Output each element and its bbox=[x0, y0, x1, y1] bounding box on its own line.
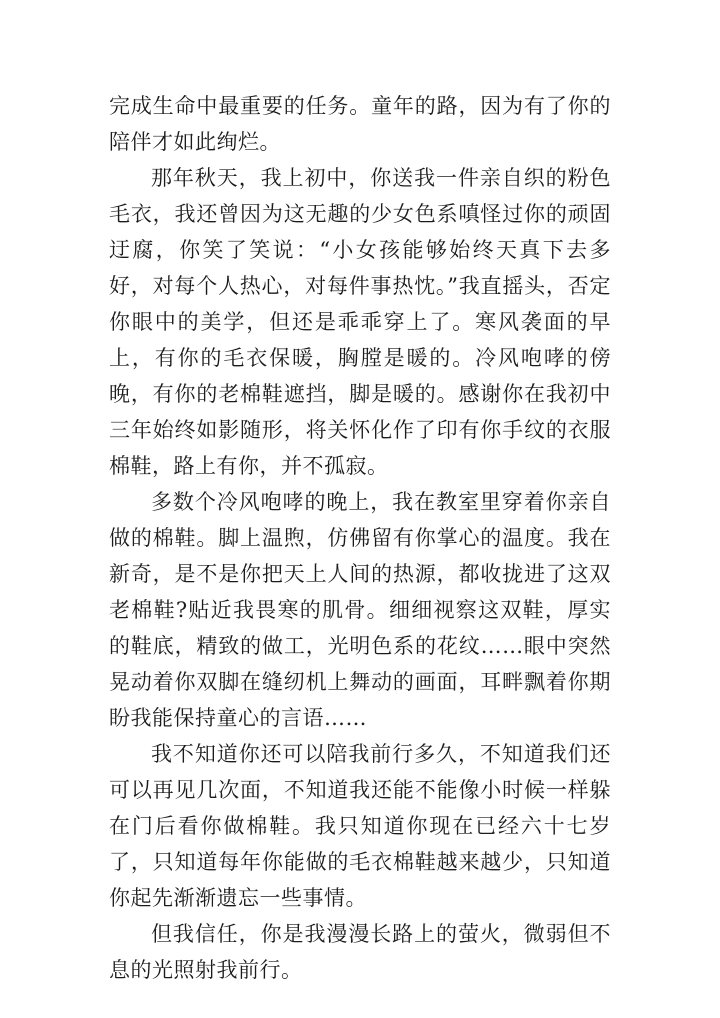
paragraph-1: 完成生命中最重要的任务。童年的路，因为有了你的陪伴才如此绚烂。 bbox=[109, 94, 611, 154]
paragraph-2: 那年秋天，我上初中，你送我一件亲自织的粉色毛衣，我还曾因为这无趣的少女色系嗔怪过你的顽固迂腐，你笑了笑说：“小女孩能够始终天真下去多好，对每个人热心，对每件事热忱。”我直摇头，否定你眼中的美学，但还是乖乖穿上了。寒风袭面的早上，有你的毛衣保暖，胸膛是暖的。冷风咆哮的傍晚，有你的老棉鞋遮挡，脚是暖的。感谢你在我初中三年始终如影随形，将关怀化作了印有你手纹的衣服棉鞋，路上有你，并不孤寂。 bbox=[109, 166, 611, 478]
paragraph-4: 我不知道你还可以陪我前行多久，不知道我们还可以再见几次面，不知道我还能不能像小时候一样躲在门后看你做棉鞋。我只知道你现在已经六十七岁了，只知道每年你能做的毛衣棉鞋越来越少，只知道你起先渐渐遗忘一些事情。 bbox=[109, 742, 611, 910]
document-body bbox=[109, 88, 611, 988]
paragraph-5: 但我信任，你是我漫漫长路上的萤火，微弱但不息的光照射我前行。 bbox=[109, 922, 611, 982]
paragraph-3: 多数个冷风咆哮的晚上，我在教室里穿着你亲自做的棉鞋。脚上温煦，仿佛留有你掌心的温度。我在新奇，是不是你把天上人间的热源，都收拢进了这双老棉鞋?贴近我畏寒的肌骨。细细视察这双鞋，厚实的鞋底，精致的做工，光明色系的花纹……眼中突然晃动着你双脚在缝纫机上舞动的画面，耳畔飘着你期盼我能保持童心的言语…… bbox=[109, 490, 611, 730]
